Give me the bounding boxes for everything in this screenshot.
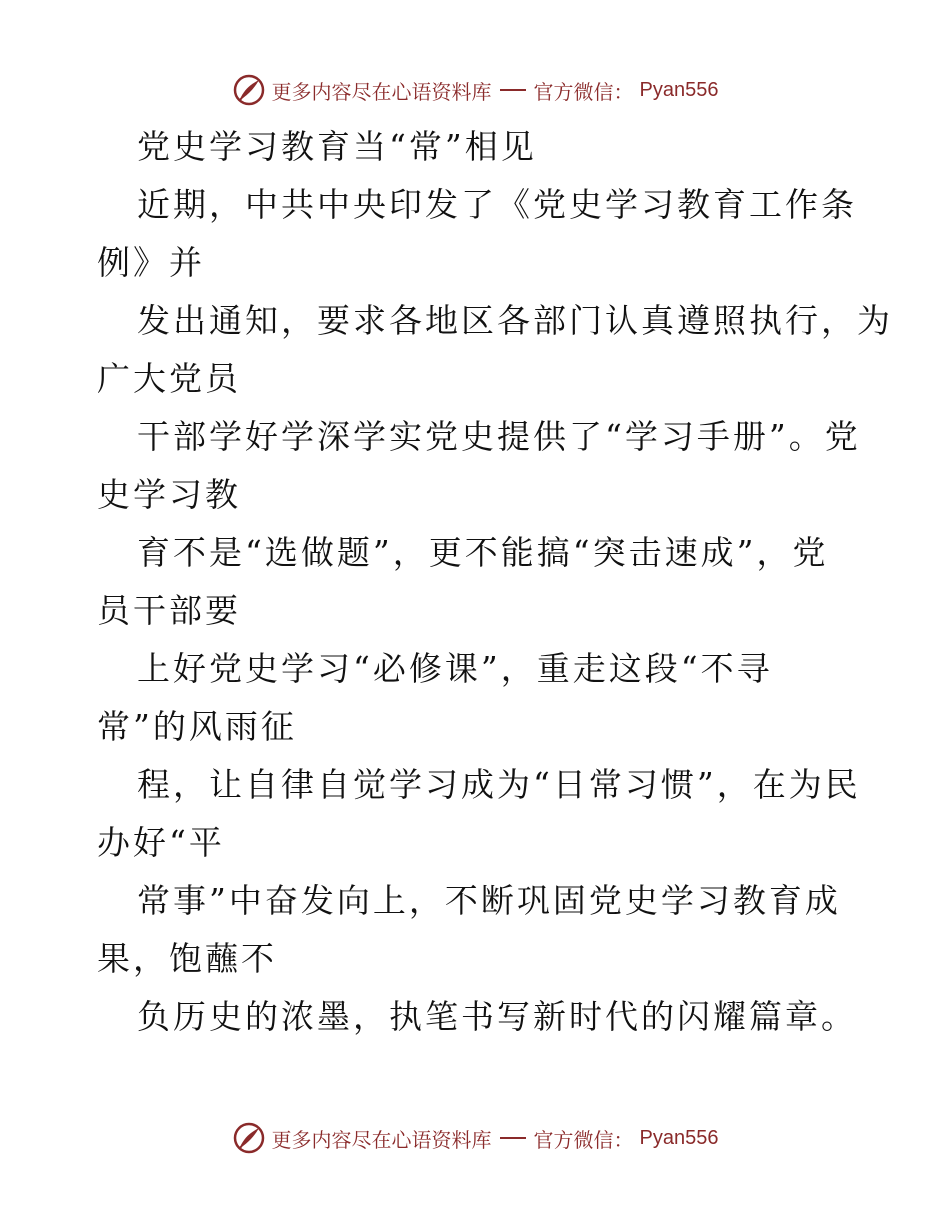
watermark-title: 更多内容尽在心语资料库	[271, 79, 492, 104]
footer-watermark	[0, 1118, 950, 1158]
text-line: 史学习教	[97, 475, 241, 514]
text-line: 办好“平	[97, 823, 225, 862]
quill-logo-icon	[232, 73, 266, 107]
watermark-dash	[500, 89, 526, 91]
text-line: 广大党员	[97, 359, 241, 398]
watermark-title: 更多内容尽在心语资料库	[271, 1127, 492, 1152]
text-line: 上好党史学习“必修课”，重走这段“不寻	[137, 649, 773, 688]
text-line: 近期，中共中央印发了《党史学习教育工作条	[137, 185, 857, 224]
watermark-dash	[500, 1137, 526, 1139]
text-line: 育不是“选做题”，更不能搞“突击速成”，党	[137, 533, 829, 572]
text-line: 程，让自律自觉学习成为“日常习惯”，在为民	[137, 765, 861, 804]
text-line: 果，饱蘸不	[97, 939, 277, 978]
text-line: 员干部要	[97, 591, 241, 630]
watermark-label: 官方微信：	[533, 1127, 634, 1152]
text-line: 常事”中奋发向上，不断巩固党史学习教育成	[137, 881, 841, 920]
text-line: 党史学习教育当“常”相见	[137, 127, 537, 166]
watermark-label: 官方微信：	[533, 79, 634, 104]
document-body	[97, 118, 893, 1046]
header-watermark	[0, 70, 950, 110]
watermark-handle: Pyan556	[639, 1126, 719, 1149]
watermark-handle: Pyan556	[639, 78, 719, 101]
text-line: 例》并	[97, 243, 205, 282]
text-line: 干部学好学深学实党史提供了“学习手册”。党	[137, 417, 861, 456]
text-line: 常”的风雨征	[97, 707, 297, 746]
text-line: 发出通知，要求各地区各部门认真遵照执行，为	[137, 301, 893, 340]
text-line: 负历史的浓墨，执笔书写新时代的闪耀篇章。	[137, 997, 857, 1036]
quill-logo-icon	[232, 1121, 266, 1155]
